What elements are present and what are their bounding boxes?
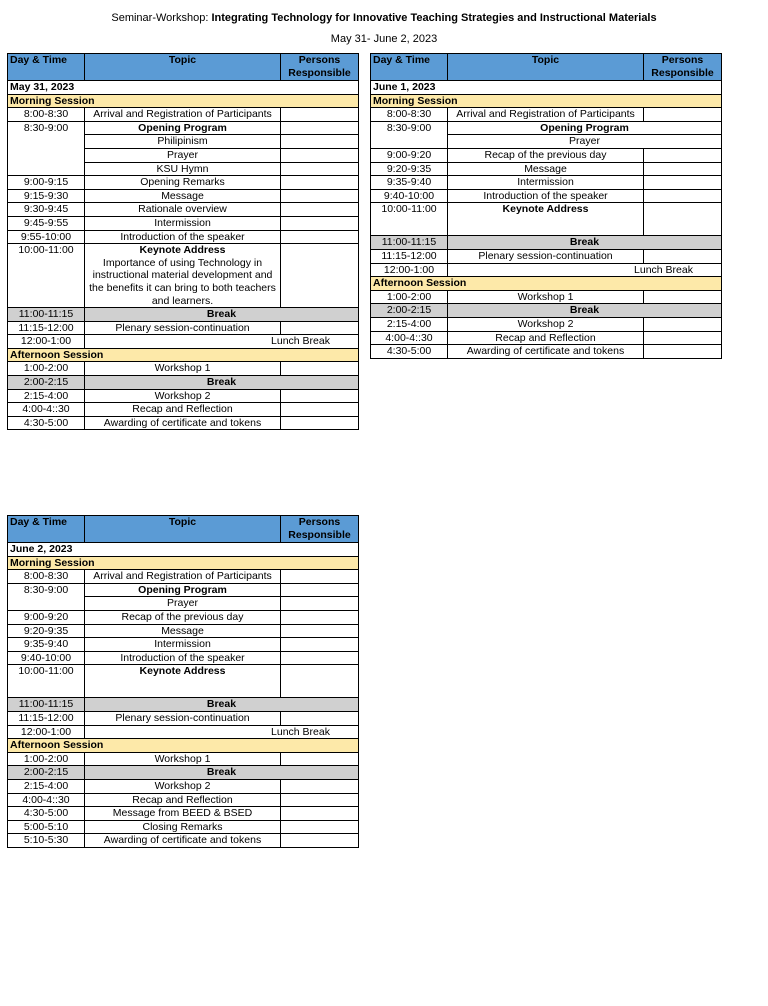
table-row [8,807,359,821]
schedule-table-day3 [7,515,359,848]
table-row [8,176,359,190]
table-row [8,416,359,430]
table-cell: Morning Session [371,94,722,108]
table-cell: 12:00-1:00 [8,725,85,739]
table-cell: 4:00-4::30 [8,793,85,807]
table-cell [281,583,359,597]
table-cell: Message [448,162,644,176]
table-row-keynote [371,203,722,236]
table-cell: 8:00-8:30 [371,108,448,122]
table-cell [644,331,722,345]
table-cell: Break [85,698,359,712]
table-cell: 5:00-5:10 [8,820,85,834]
table-cell: 9:20-9:35 [8,624,85,638]
table-cell [281,162,359,176]
table-row [8,203,359,217]
table-cell: Workshop 2 [448,317,644,331]
table-row [8,834,359,848]
table-cell: 2:00-2:15 [8,766,85,780]
table-cell: 8:30-9:00 [8,583,85,610]
table-cell: Message from BEED & BSED [85,807,281,821]
col-header-day-time: Day & Time [371,54,448,81]
table-cell: Awarding of certificate and tokens [85,416,281,430]
table-cell: 9:00-9:20 [8,610,85,624]
table-cell [281,135,359,149]
table-cell [281,203,359,217]
table-row [371,249,722,263]
table-row [8,389,359,403]
keynote-description: Importance of using Technology in instructional material development and the benefits it can bring to both teachers and learners. [89,256,276,307]
table-cell [281,752,359,766]
table-cell: Arrival and Registration of Participants [448,108,644,122]
table-cell: 1:00-2:00 [8,362,85,376]
table-cell: 4:30-5:00 [371,345,448,359]
table-header-row [371,54,722,81]
table-cell [644,249,722,263]
table-cell [281,108,359,122]
table-cell: Recap of the previous day [448,148,644,162]
table-row [8,403,359,417]
table-cell: Morning Session [8,556,359,570]
table-cell: 8:30-9:00 [371,121,448,148]
table-row [371,345,722,359]
table-row [8,779,359,793]
table-cell: 9:00-9:20 [371,148,448,162]
document-dates: May 31- June 2, 2023 [330,33,438,45]
session-row-afternoon [8,348,359,362]
table-cell: Afternoon Session [8,348,359,362]
table-cell: Awarding of certificate and tokens [448,345,644,359]
session-row-morning [371,94,722,108]
table-row [8,570,359,584]
table-cell [281,121,359,135]
table-cell [281,711,359,725]
table-cell: Recap and Reflection [448,331,644,345]
table-cell: KSU Hymn [85,162,281,176]
table-cell: 2:00-2:15 [8,376,85,390]
table-row [8,820,359,834]
table-cell: Intermission [85,216,281,230]
table-cell [281,834,359,848]
table-row [8,651,359,665]
table-cell: Recap and Reflection [85,403,281,417]
table-cell: 9:35-9:40 [8,638,85,652]
table-cell: Prayer [85,148,281,162]
table-cell: Lunch Break [448,263,722,277]
table-row [8,230,359,244]
col-header-topic: Topic [448,54,644,81]
table-cell [644,317,722,331]
table-row [371,162,722,176]
table-cell: 8:30-9:00 [8,121,85,175]
table-header-row [8,54,359,81]
table-cell [644,148,722,162]
table-cell: 4:30-5:00 [8,416,85,430]
table-cell: Introduction of the speaker [448,189,644,203]
table-cell: Keynote Address [85,665,281,698]
table-cell [281,638,359,652]
table-cell [281,244,359,308]
table-row [371,189,722,203]
table-cell: Recap and Reflection [85,793,281,807]
table-cell: Workshop 2 [85,779,281,793]
table-cell: Workshop 1 [85,362,281,376]
table-cell: Rationale overview [85,203,281,217]
table-cell [644,108,722,122]
table-cell [281,403,359,417]
table-cell: May 31, 2023 [8,81,359,95]
table-cell [281,176,359,190]
table-cell [281,624,359,638]
table-row [8,624,359,638]
table-cell: 8:00-8:30 [8,108,85,122]
table-cell: Keynote Address [448,203,644,236]
table-cell: Arrival and Registration of Participants [85,108,281,122]
table-row [8,321,359,335]
table-row [371,176,722,190]
table-cell: June 2, 2023 [8,543,359,557]
table-row [371,148,722,162]
table-row-keynote [8,665,359,698]
table-cell: 11:00-11:15 [371,236,448,250]
table-cell: 5:10-5:30 [8,834,85,848]
table-cell [281,597,359,611]
table-cell: Plenary session-continuation [85,321,281,335]
schedule-table-day1 [7,53,359,430]
table-cell [281,570,359,584]
table-cell [281,665,359,698]
table-cell: Plenary session-continuation [448,249,644,263]
date-row [8,81,359,95]
table-row-break [8,766,359,780]
table-cell: Morning Session [8,94,359,108]
table-cell [281,820,359,834]
col-header-topic: Topic [85,54,281,81]
table-cell: 9:55-10:00 [8,230,85,244]
table-cell: 2:15-4:00 [8,389,85,403]
table-cell: 12:00-1:00 [371,263,448,277]
date-row [8,543,359,557]
table-cell [644,162,722,176]
table-cell [281,807,359,821]
schedule-table-day2 [370,53,722,359]
table-cell: Break [85,376,359,390]
table-row [371,331,722,345]
table-row-break [8,308,359,322]
table-cell: 9:40-10:00 [371,189,448,203]
table-cell: Awarding of certificate and tokens [85,834,281,848]
table-row [371,290,722,304]
table-cell: Opening Remarks [85,176,281,190]
table-cell: Break [85,766,359,780]
table-cell: 10:00-11:00 [8,665,85,698]
table-cell: 1:00-2:00 [371,290,448,304]
table-cell: 4:30-5:00 [8,807,85,821]
table-cell: Opening Program [85,121,281,135]
col-header-topic: Topic [85,516,281,543]
table-cell: Break [448,236,722,250]
table-row [8,638,359,652]
table-cell: 11:15-12:00 [371,249,448,263]
table-cell: 4:00-4::30 [371,331,448,345]
table-cell: Introduction of the speaker [85,651,281,665]
table-cell [644,290,722,304]
table-cell: 9:20-9:35 [371,162,448,176]
table-cell: Workshop 1 [85,752,281,766]
table-cell: Lunch Break [85,335,359,349]
table-cell: 8:00-8:30 [8,570,85,584]
table-row [8,610,359,624]
keynote-title: Keynote Address [139,244,226,257]
document-title [0,11,768,25]
table-cell [281,793,359,807]
table-cell: 11:15-12:00 [8,711,85,725]
table-row [8,189,359,203]
table-cell: 9:15-9:30 [8,189,85,203]
table-cell [281,362,359,376]
table-cell: 11:15-12:00 [8,321,85,335]
table-cell: 9:35-9:40 [371,176,448,190]
table-row [8,583,359,597]
col-header-persons: Persons Responsible [281,516,359,543]
title-bold: Integrating Technology for Innovative Teaching Strategies and Instructional Materials [211,12,657,24]
table-cell [644,189,722,203]
session-row-afternoon [371,277,722,291]
table-cell: 2:15-4:00 [8,779,85,793]
table-row [8,752,359,766]
session-row-morning [8,556,359,570]
table-row [8,216,359,230]
table-row [371,108,722,122]
table-cell [644,345,722,359]
table-cell [281,148,359,162]
table-row [8,725,359,739]
table-cell: 9:40-10:00 [8,651,85,665]
table-cell [85,244,281,308]
table-cell [281,216,359,230]
table-cell: Arrival and Registration of Participants [85,570,281,584]
table-cell: 9:30-9:45 [8,203,85,217]
table-row [8,335,359,349]
table-cell: June 1, 2023 [371,81,722,95]
table-row-keynote [8,244,359,308]
table-cell: Lunch Break [85,725,359,739]
table-row-break [371,304,722,318]
table-row-break [371,236,722,250]
table-cell: Recap of the previous day [85,610,281,624]
table-cell: Break [85,308,359,322]
table-cell: Afternoon Session [8,739,359,753]
table-cell: Message [85,624,281,638]
table-cell: 1:00-2:00 [8,752,85,766]
table-cell: Closing Remarks [85,820,281,834]
col-header-day-time: Day & Time [8,516,85,543]
table-cell: 9:45-9:55 [8,216,85,230]
session-row-morning [8,94,359,108]
table-cell: Message [85,189,281,203]
table-cell: 10:00-11:00 [371,203,448,236]
table-cell [281,321,359,335]
session-row-afternoon [8,739,359,753]
table-row-break [8,698,359,712]
table-cell [644,176,722,190]
table-row-break [8,376,359,390]
table-row [371,121,722,135]
table-cell: Intermission [85,638,281,652]
table-row [8,711,359,725]
col-header-persons: Persons Responsible [281,54,359,81]
table-cell: 11:00-11:15 [8,698,85,712]
table-cell: Plenary session-continuation [85,711,281,725]
col-header-persons: Persons Responsible [644,54,722,81]
table-cell: 2:15-4:00 [371,317,448,331]
table-cell: Intermission [448,176,644,190]
table-header-row [8,516,359,543]
table-row [371,263,722,277]
table-cell [281,416,359,430]
table-cell: Prayer [85,597,281,611]
table-cell: Workshop 2 [85,389,281,403]
table-cell: 10:00-11:00 [8,244,85,308]
table-cell: Philipinism [85,135,281,149]
table-cell [644,203,722,236]
table-cell: 11:00-11:15 [8,308,85,322]
table-cell: 12:00-1:00 [8,335,85,349]
table-cell: Workshop 1 [448,290,644,304]
table-cell: Introduction of the speaker [85,230,281,244]
table-row [8,108,359,122]
table-row [8,362,359,376]
table-row [8,793,359,807]
table-cell [281,189,359,203]
table-row [371,317,722,331]
table-cell [281,651,359,665]
table-row [8,121,359,135]
col-header-day-time: Day & Time [8,54,85,81]
table-cell [281,779,359,793]
table-cell: Prayer [448,135,722,149]
table-cell [281,389,359,403]
table-cell: Opening Program [85,583,281,597]
table-cell: 9:00-9:15 [8,176,85,190]
table-cell [281,230,359,244]
date-row [371,81,722,95]
table-cell [281,610,359,624]
title-prefix: Seminar-Workshop: [111,12,212,24]
table-cell: 2:00-2:15 [371,304,448,318]
table-cell: 4:00-4::30 [8,403,85,417]
table-cell: Break [448,304,722,318]
table-cell: Opening Program [448,121,722,135]
table-cell: Afternoon Session [371,277,722,291]
